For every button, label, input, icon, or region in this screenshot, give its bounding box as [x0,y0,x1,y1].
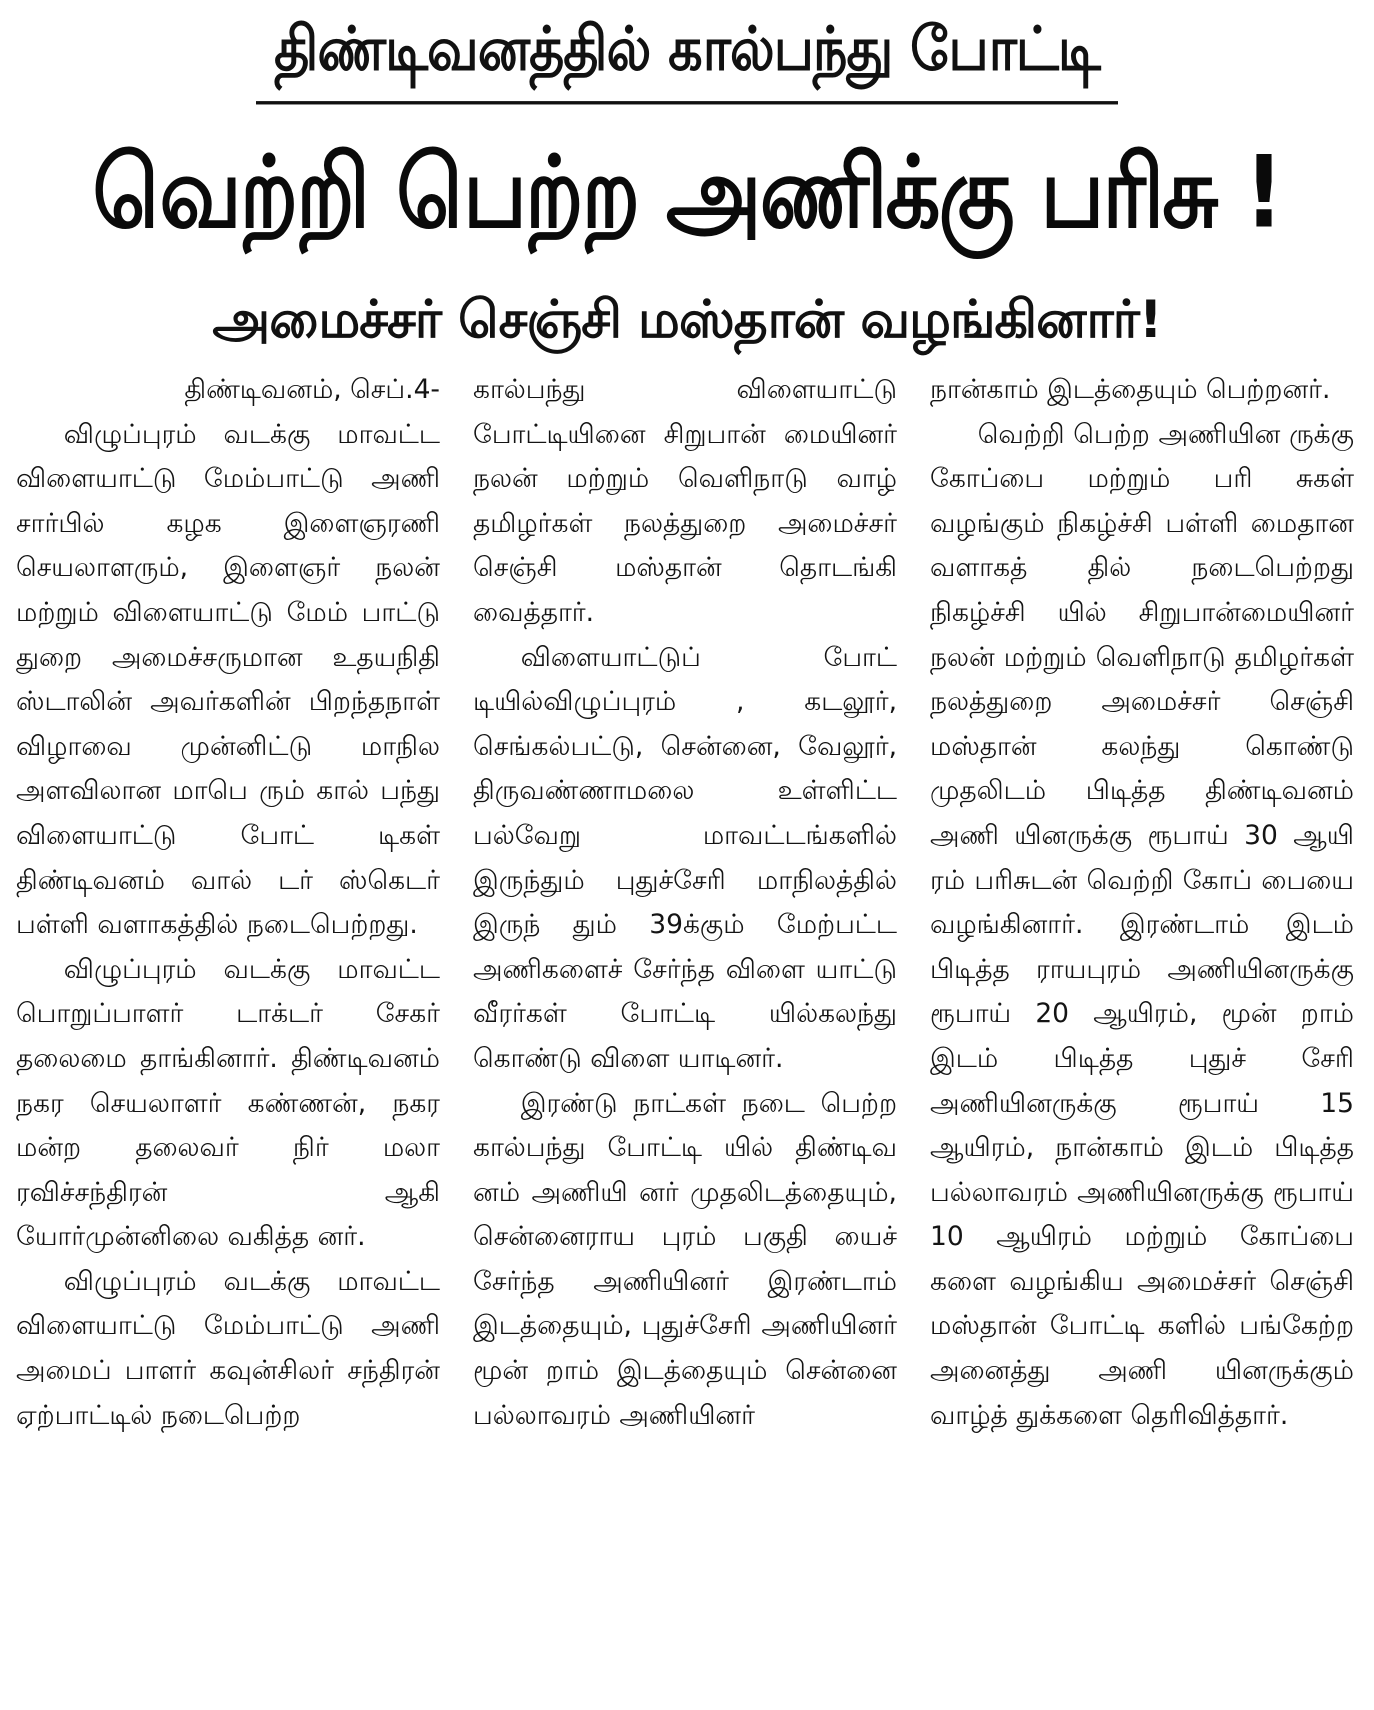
headline-text: வெற்றி பெற்ற அணிக்கு பரிசு ! [92,135,1282,251]
paragraph-continued: நான்காம் இடத்தையும் பெற்றனர். [930,374,1331,405]
dateline: திண்டிவனம், செப்.4- [184,374,440,405]
article-body [8,368,1366,1698]
article-headline [0,118,1374,268]
paragraph: வெற்றி பெற்ற அணியின ருக்கு கோப்பை மற்றும் பரி சுகள் வழங்கும் நிகழ்ச்சி பள்ளி மைதான வளாகத் தில் நடைபெற்றது நிகழ்ச்சி யில் சிறுபான்மையினர் நலன் மற்றும் வெளிநாடு தமிழர்கள் நலத்துறை அமைச்சர் செஞ்சி மஸ்தான் கலந்து கொண்டு முதலிடம் பிடித்த திண்டிவனம் அணி யினருக்கு ரூபாய் 30 ஆயி ரம் பரிசுடன் வெற்றி கோப் பையை வழங்கினார். இரண்டாம் இடம் பிடித்த ராயபுரம் அணியினருக்கு ரூபாய் 20 ஆயிரம், மூன் றாம் இடம் பிடித்த புதுச் சேரி அணியினருக்கு ரூபாய் 15 ஆயிரம், நான்காம் இடம் பிடித்த பல்லாவரம் அணியினருக்கு ரூபாய் 10 ஆயிரம் மற்றும் கோப்பை களை வழங்கிய அமைச்சர் செஞ்சி மஸ்தான் போட்டி களில் பங்கேற்ற அனைத்து அணி யினருக்கும் வாழ்த் துக்களை தெரிவித்தார். [930,418,1354,1431]
paragraph: விழுப்புரம் வடக்கு மாவட்ட விளையாட்டு மேம்பாட்டு அணி சார்பில் கழக இளைஞரணி செயலாளரும், இளைஞர் நலன் மற்றும் விளையாட்டு மேம் பாட்டு துறை அமைச்சருமான உதயநிதி ஸ்டாலின் அவர்களின் பிறந்தநாள் விழாவை முன்னிட்டு மாநில அளவிலான மாபெ ரும் கால் பந்து விளையாட்டு போட் டிகள் திண்டிவனம் வால் டர் ஸ்கெடர் பள்ளி வளாகத்தில் நடைபெற்றது. [16,418,440,941]
paragraph: விழுப்புரம் வடக்கு மாவட்ட விளையாட்டு மேம்பாட்டு அணி அமைப் பாளர் கவுன்சிலர் சந்திரன் ஏற்பாட்டில் நடைபெற்ற [16,1265,440,1431]
column-3 [922,368,1362,1698]
column-2 [465,368,905,1698]
column-1 [8,368,448,1698]
kicker-text: திண்டிவனத்தில் கால்பந்து போட்டி [256,3,1118,105]
article-kicker [0,8,1374,99]
paragraph: விளையாட்டுப் போட் டியில்விழுப்புரம் , கடலூர், செங்கல்பட்டு, சென்னை, வேலூர், திருவண்ணாமலை உள்ளிட்ட பல்வேறு மாவட்டங்களில் இருந்தும் புதுச்சேரி மாநிலத்தில் இருந் தும் 39க்கும் மேற்பட்ட அணிகளைச் சேர்ந்த விளை யாட்டு வீரர்கள் போட்டி யில்கலந்து கொண்டு விளை யாடினர். [473,641,897,1074]
article-subhead: அமைச்சர் செஞ்சி மஸ்தான் வழங்கினார்! [212,290,1162,350]
paragraph-continued: கால்பந்து விளையாட்டு போட்டியினை சிறுபான் மையினர் நலன் மற்றும் வெளிநாடு வாழ் தமிழர்கள் நலத்துறை அமைச்சர் செஞ்சி மஸ்தான் தொடங்கி வைத்தார். [473,374,897,628]
paragraph: விழுப்புரம் வடக்கு மாவட்ட பொறுப்பாளர் டாக்டர் சேகர் தலைமை தாங்கினார். திண்டிவனம் நகர செயலாளர் கண்ணன், நகர மன்ற தலைவர் நிர் மலா ரவிச்சந்திரன் ஆகி யோர்முன்னிலை வகித்த னர். [16,953,440,1253]
paragraph: இரண்டு நாட்கள் நடை பெற்ற கால்பந்து போட்டி யில் திண்டிவ னம் அணியி னர் முதலிடத்தையும், சென்னைராய புரம் பகுதி யைச் சேர்ந்த அணியினர் இரண்டாம் இடத்தையும், புதுச்சேரி அணியினர் மூன் றாம் இடத்தையும் சென்னை பல்லாவரம் அணியினர் [473,1087,897,1431]
